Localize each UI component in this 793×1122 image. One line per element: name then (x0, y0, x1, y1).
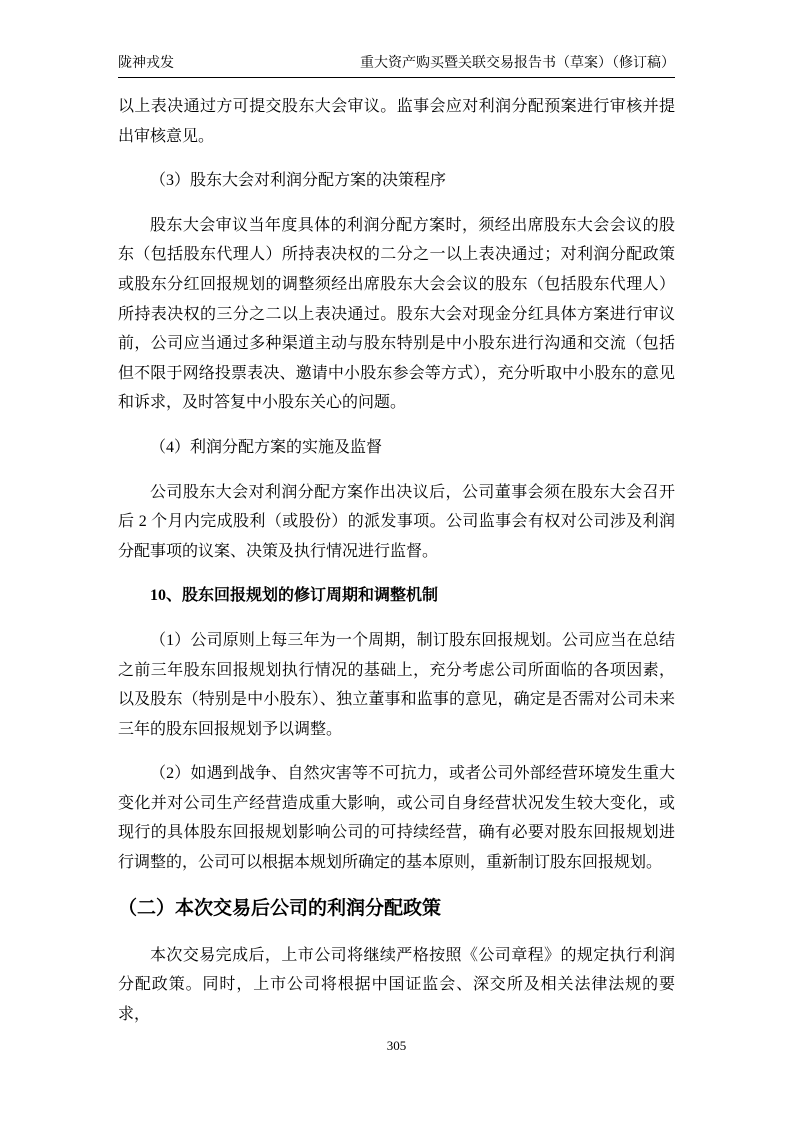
paragraph-item-10-1: （1）公司原则上每三年为一个周期，制订股东回报规划。公司应当在总结之前三年股东回报规划执行情况的基础上，充分考虑公司所面临的各项因素，以及股东（特别是中小股东）、独立董事和监事的意见，确定是否需对公司未来三年的股东回报规划予以调整。 (118, 631, 675, 738)
document-body (118, 92, 675, 1044)
heading-section-2: （二）本次交易后公司的利润分配政策 (118, 897, 442, 919)
paragraph-item-3: 股东大会审议当年度具体的利润分配方案时，须经出席股东大会会议的股东（包括股东代理人）所持表决权的二分之一以上表决通过；对利润分配政策或股东分红回报规划的调整须经出席股东大会会议的股东（包括股东代理人）所持表决权的三分之二以上表决通过。股东大会对现金分红具体方案进行审议前，公司应当通过多种渠道主动与股东特别是中小股东进行沟通和交流（包括但不限于网络投票表决、邀请中小股东参会等方式），充分听取中小股东的意见和诉求，及时答复中小股东关心的问题。 (118, 216, 675, 412)
heading-item-4: （4）利润分配方案的实施及监督 (150, 438, 383, 456)
heading-item-3: （3）股东大会对利润分配方案的决策程序 (150, 172, 447, 190)
paragraph-section-2: 本次交易完成后，上市公司将继续严格按照《公司章程》的规定执行利润分配政策。同时，上市公司将根据中国证监会、深交所及相关法律法规的要求， (118, 946, 675, 1023)
heading-item-10: 10、股东回报规划的修订周期和调整机制 (150, 587, 439, 605)
paragraph-item-4: 公司股东大会对利润分配方案作出决议后，公司董事会须在股东大会召开后 2 个月内完成股利（或股份）的派发事项。公司监事会有权对公司涉及利润分配事项的议案、决策及执行情况进行监督。 (118, 483, 675, 560)
page-header (118, 55, 675, 78)
paragraph-continuation: 以上表决通过方可提交股东大会审议。监事会应对利润分配预案进行审核并提出审核意见。 (118, 98, 675, 145)
header-report-title: 重大资产购买暨关联交易报告书（草案）（修订稿） (360, 56, 675, 71)
page-number: 305 (386, 1038, 407, 1053)
page-footer (0, 1038, 793, 1054)
paragraph-item-10-2: （2）如遇到战争、自然灾害等不可抗力，或者公司外部经营环境发生重大变化并对公司生产经营造成重大影响，或公司自身经营状况发生较大变化，或现行的具体股东回报规划影响公司的可持续经营，确有必要对股东回报规划进行调整的，公司可以根据本规划所确定的基本原则，重新制订股东回报规划。 (118, 765, 675, 872)
header-company-name: 陇神戎发 (118, 56, 174, 71)
